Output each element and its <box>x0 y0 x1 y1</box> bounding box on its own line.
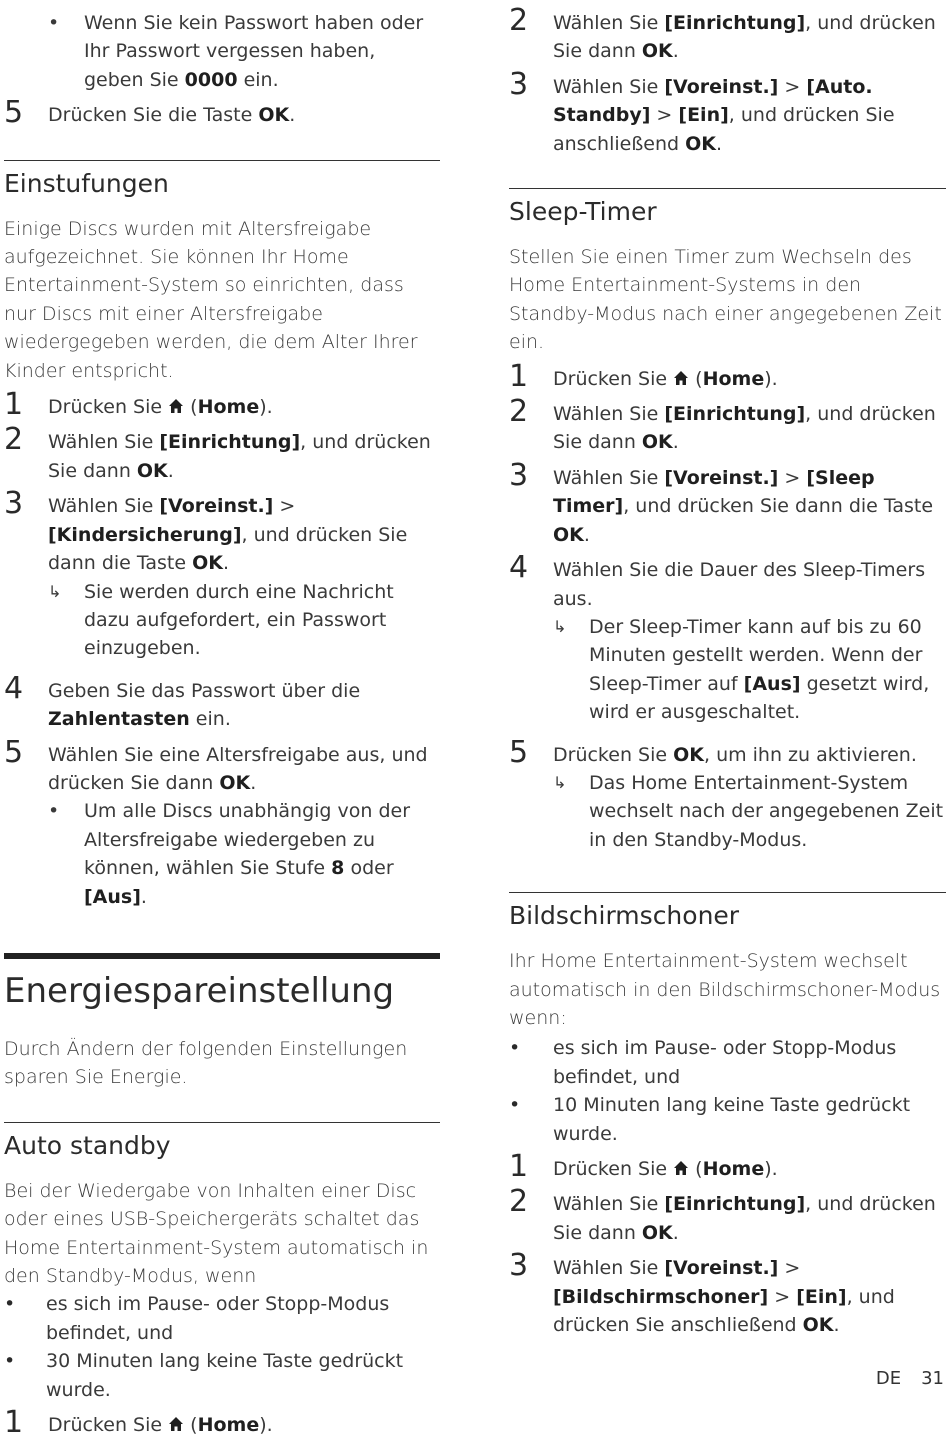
section-heading-auto-standby: Auto standby <box>4 1130 171 1160</box>
sleep-step-5-result: ↳ Das Home Entertainment-System wechselt nach der angegebenen Zeit in den Standby-Modus. <box>553 769 946 854</box>
screensaver-bullet-1: • es sich im Pause- oder Stopp-Modus befindet, und <box>509 1034 946 1091</box>
einstufungen-step-5: 5 Wählen Sie eine Altersfreigabe aus, und drücken Sie dann OK. <box>4 734 428 794</box>
page-footer <box>876 1368 944 1389</box>
screensaver-step-3: 3 Wählen Sie [Voreinst.] > [Bildschirmschoner] > [Ein], und drücken Sie anschließend OK. <box>509 1248 895 1337</box>
autostandby-bullet-1: • es sich im Pause- oder Stopp-Modus befindet, und <box>4 1290 440 1347</box>
einstufungen-step-2: 2 Wählen Sie [Einrichtung], und drücken Sie dann OK. <box>4 422 431 482</box>
sleep-step-1: 1 Drücken Sie (Home). <box>509 358 778 394</box>
einstufungen-step-3-result: ↳ Sie werden durch eine Nachricht dazu aufgefordert, ein Passwort einzugeben. <box>48 578 440 663</box>
sleep-step-4-result: ↳ Der Sleep-Timer kann auf bis zu 60 Minuten gestellt werden. Wenn der Sleep-Timer auf [Aus] gesetzt wird, wird er ausgeschaltet. <box>553 613 946 727</box>
sleep-timer-section <box>509 188 946 229</box>
result-arrow-icon: ↳ <box>553 772 567 792</box>
result-arrow-icon: ↳ <box>48 581 62 601</box>
password-hint-bullet: • Wenn Sie kein Passwort haben oder Ihr Passwort vergessen haben, geben Sie 0000 ein. <box>48 9 440 94</box>
einstufungen-section <box>4 160 440 201</box>
result-arrow-icon: ↳ <box>553 616 567 636</box>
autostandby-step-2: 2 Wählen Sie [Einrichtung], und drücken Sie dann OK. <box>509 3 936 63</box>
autostandby-step-3: 3 Wählen Sie [Voreinst.] > [Auto. Standby] > [Ein], und drücken Sie anschließend OK. <box>509 66 895 155</box>
sleep-step-3: 3 Wählen Sie [Voreinst.] > [Sleep Timer], und drücken Sie dann die Taste OK. <box>509 457 934 546</box>
language-code: DE <box>875 1368 902 1389</box>
einstufungen-step-4: 4 Geben Sie das Passwort über die Zahlentasten ein. <box>4 670 361 731</box>
section-heading-einstufungen: Einstufungen <box>4 168 169 198</box>
einstufungen-step-1: 1 Drücken Sie (Home). <box>4 387 273 423</box>
home-icon <box>673 1160 689 1176</box>
home-icon <box>673 370 689 386</box>
screensaver-bullet-2: • 10 Minuten lang keine Taste gedrückt wurde. <box>509 1091 946 1148</box>
section-heading-sleep-timer: Sleep-Timer <box>509 197 657 227</box>
autostandby-section <box>4 1122 440 1163</box>
einstufungen-intro: Einige Discs wurden mit Altersfreigabe aufgezeichnet. Sie können Ihr Home Entertainment-System so einrichten, dass nur Discs mit einer Altersfreigabe wiedergegeben werden, die dem Alter Ihrer Kinder entspricht. <box>4 217 418 382</box>
chapter-heading-energiespareinstellung: Energiespareinstellung <box>4 970 395 1011</box>
einstufungen-step-3: 3 Wählen Sie [Voreinst.] > [Kindersicherung], und drücken Sie dann die Taste OK. <box>4 486 408 575</box>
screensaver-intro: Ihr Home Entertainment-System wechselt automatisch in den Bildschirmschoner-Modus wenn: <box>509 950 941 1029</box>
autostandby-intro: Bei der Wiedergabe von Inhalten einer Disc oder eines USB-Speichergeräts schaltet das Home Entertainment-System automatisch in den Standby-Modus, wenn <box>4 1179 429 1287</box>
bullet-dot: • <box>509 1037 521 1060</box>
bullet-dot: • <box>48 12 60 34</box>
right-column <box>509 0 946 1339</box>
bullet-dot: • <box>4 1293 16 1316</box>
bullet-dot: • <box>509 1094 521 1117</box>
left-column <box>4 0 440 1439</box>
energie-intro: Durch Ändern der folgenden Einstellungen sparen Sie Energie. <box>4 1037 408 1089</box>
sleep-step-2: 2 Wählen Sie [Einrichtung], und drücken Sie dann OK. <box>509 394 936 454</box>
autostandby-step-1: 1 Drücken Sie (Home). <box>4 1405 273 1440</box>
bullet-dot: • <box>4 1350 16 1373</box>
screensaver-step-2: 2 Wählen Sie [Einrichtung], und drücken Sie dann OK. <box>509 1184 936 1244</box>
step-5-press-ok: 5 Drücken Sie die Taste OK. <box>4 95 296 131</box>
page-number: 31 <box>921 1368 944 1389</box>
screensaver-section <box>509 892 946 933</box>
screensaver-step-1: 1 Drücken Sie (Home). <box>509 1149 778 1184</box>
sleep-timer-intro: Stellen Sie einen Timer zum Wechseln des Home Entertainment-Systems in den Standby-Modus nach einer angegebenen Zeit ein. <box>509 246 942 354</box>
home-icon <box>168 1416 184 1432</box>
autostandby-bullet-2: • 30 Minuten lang keine Taste gedrückt wurde. <box>4 1347 440 1404</box>
section-heading-bildschirmschoner: Bildschirmschoner <box>509 901 740 931</box>
sleep-step-5: 5 Drücken Sie OK, um ihn zu aktivieren. <box>509 734 917 770</box>
einstufungen-step-5-bullet: • Um alle Discs unabhängig von der Altersfreigabe wiedergeben zu können, wählen Sie Stufe 8 oder [Aus]. <box>48 797 440 911</box>
sleep-step-4: 4 Wählen Sie die Dauer des Sleep-Timers aus. <box>509 550 926 610</box>
bullet-dot: • <box>48 800 60 823</box>
energie-section <box>4 953 440 1013</box>
home-icon <box>168 398 184 414</box>
